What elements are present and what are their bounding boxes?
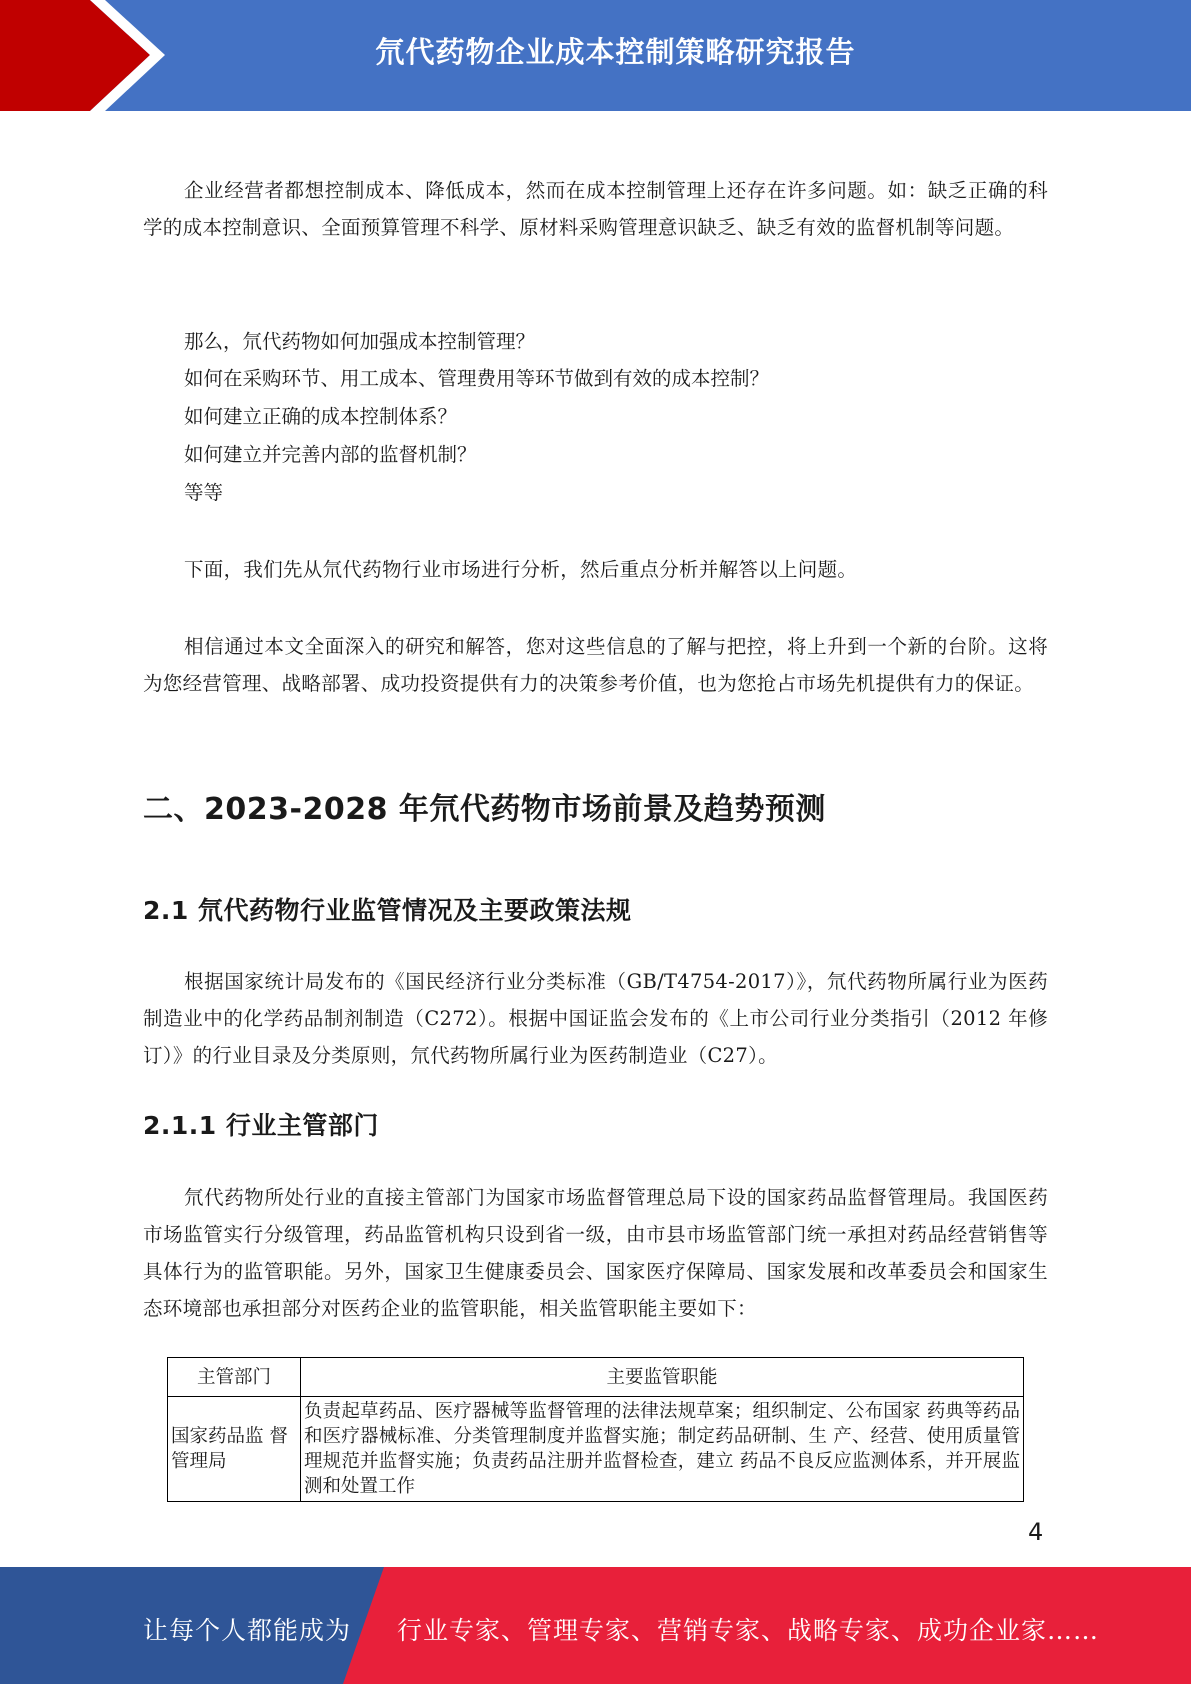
question-2: 如何在采购环节、用工成本、管理费用等环节做到有效的成本控制？ [184,367,770,390]
report-title: 氘代药物企业成本控制策略研究报告 [375,35,856,69]
footer-slogan-left: 让每个人都能成为 [143,1616,352,1645]
header-duty: 主要监管职能 [301,1358,1024,1397]
question-etc: 等等 [184,481,224,504]
regulator-table [167,1357,1024,1502]
subsection-heading-2-1: 2.1 氘代药物行业监管情况及主要政策法规 [143,896,632,925]
cell-dept: 国家药品监 督管理局 [168,1397,301,1502]
value-paragraph: 相信通过本文全面深入的研究和解答，您对这些信息的了解与把控，将上升到一个新的台阶。这将为您经营管理、战略部署、成功投资提供有力的决策参考价值，也为您抢占市场先机提供有力的保证。 [143,635,1048,695]
page-footer [0,1567,1191,1684]
question-1: 那么，氘代药物如何加强成本控制管理？ [184,330,536,353]
question-4: 如何建立并完善内部的监督机制？ [184,443,477,466]
subsection-heading-2-1-1: 2.1.1 行业主管部门 [143,1111,379,1140]
cell-duty: 负责起草药品、医疗器械等监督管理的法律法规草案；组织制定、公布国家 药典等药品和医疗器械标准、分类管理制度并监督实施；制定药品研制、生 产、经营、使用质量管理规范并监督实施；负责药品注册并监督检查，建立 药品不良反应监测体系，并开展监测和处置工作 [301,1397,1024,1502]
page-header [0,0,1191,111]
section-heading: 二、2023-2028 年氘代药物市场前景及趋势预测 [143,792,826,827]
footer-slogan-right: 行业专家、管理专家、营销专家、战略专家、成功企业家…… [397,1616,1100,1645]
table-header-row [168,1358,1024,1397]
intro-paragraph: 企业经营者都想控制成本、降低成本，然而在成本控制管理上还存在许多问题。如：缺乏正确的科学的成本控制意识、全面预算管理不科学、原材料采购管理意识缺乏、缺乏有效的监督机制等问题。 [143,179,1048,239]
header-dept: 主管部门 [168,1358,301,1397]
page-number: 4 [1028,1518,1044,1546]
subsection-2-1-1-paragraph: 氘代药物所处行业的直接主管部门为国家市场监督管理总局下设的国家药品监督管理局。我国医药市场监管实行分级管理，药品监管机构只设到省一级，由市县市场监管部门统一承担对药品经营销售等具体行为的监管职能。另外，国家卫生健康委员会、国家医疗保障局、国家发展和改革委员会和国家生态环境部也承担部分对医药企业的监管职能，相关监管职能主要如下： [143,1186,1048,1320]
table-row [168,1397,1024,1502]
next-paragraph: 下面，我们先从氘代药物行业市场进行分析，然后重点分析并解答以上问题。 [184,558,858,581]
subsection-2-1-paragraph: 根据国家统计局发布的《国民经济行业分类标准（GB/T4754-2017）》，氘代药物所属行业为医药制造业中的化学药品制剂制造（C272）。根据中国证监会发布的《上市公司行业分类指引（2012 年修订）》的行业目录及分类原则，氘代药物所属行业为医药制造业（C27）。 [143,970,1048,1067]
question-3: 如何建立正确的成本控制体系？ [184,405,458,428]
